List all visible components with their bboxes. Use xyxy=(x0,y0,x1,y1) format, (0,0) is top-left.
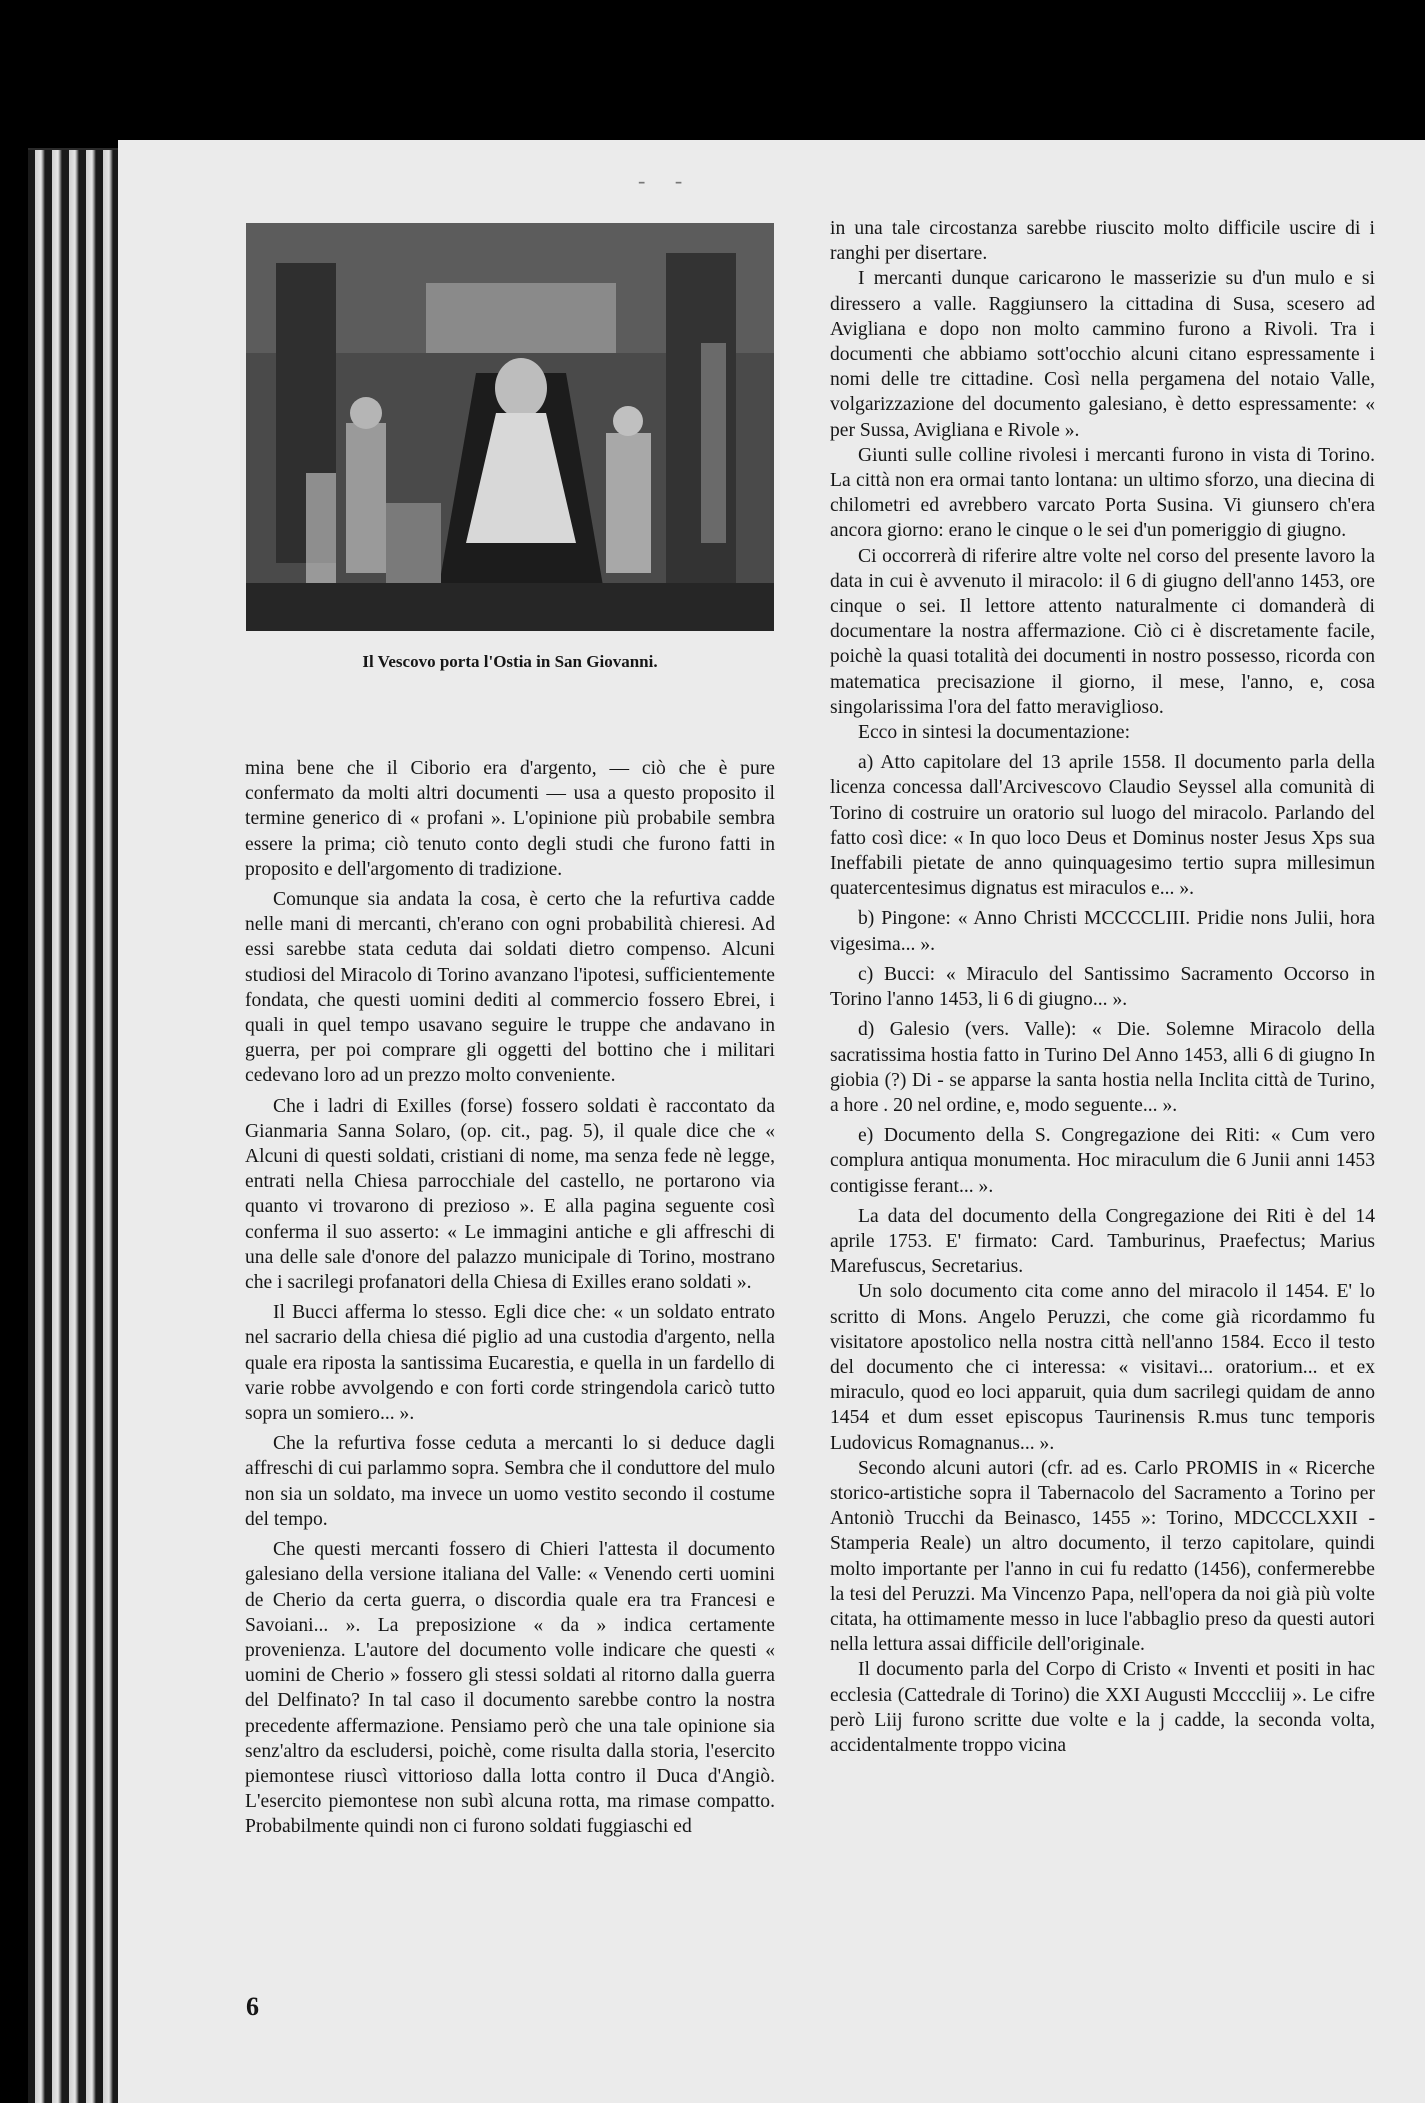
list-item-e: e) Documento della S. Congregazione dei Riti: « Cum vero complura antiqua monumenta. Hoc miraculum die 6 Junii anni 1453 contigisse ferant... ». xyxy=(830,1125,1375,1197)
list-item-d: d) Galesio (vers. Valle): « Die. Solemne Miracolo della sacratissima hostia fatto in Turino Del Anno 1453, alli 6 di giugno In giobia (?) Di - se apparse la santa hostia nella Inclita città de Turino, a hore . 20 nel ordine, e, modo seguente... ». xyxy=(830,1019,1375,1116)
right-paragraph: I mercanti dunque caricarono le masserizie su d'un mulo e si diressero a valle. Raggiunsero la cittadina di Susa, scesero ad Avigliana e dopo non molto cammino furono a Rivoli. Tra i documenti che abbiamo sott'occhio alcuni citano espressamente i nomi delle tre cittadine. Così nella pergamena del notaio Valle, volgarizzazione del documento galesiano, è detto espressamente: « per Sussa, Avigliana e Rivole ». xyxy=(830,268,1375,441)
right-paragraph: Un solo documento cita come anno del miracolo il 1454. E' lo scritto di Mons. Angelo Peruzzi, che come già ricordammo fu visitatore apostolico nella nostra città nell'anno 1584. Ecco il testo del documento che ci interessa: « visitavi... oratorium... et ex miraculo, quod eo loci apparuit, quia dum sacrilegi quidam de anno 1454 et dum esset episcopus Taurinensis R.mus tunc temporis Ludovicus Romagnanus... ». xyxy=(830,1281,1375,1454)
photo-caption: Il Vescovo porta l'Ostia in San Giovanni. xyxy=(362,652,658,671)
left-column xyxy=(245,756,775,1840)
right-paragraph: La data del documento della Congregazione dei Riti è del 14 aprile 1753. E' firmato: Card. Tamburinus, Praefectus; Marius Marefuscus, Secretarius. xyxy=(830,1205,1375,1278)
right-column xyxy=(830,216,1375,1758)
left-paragraph: Che i ladri di Exilles (forse) fossero soldati è raccontato da Gianmaria Sanna Solaro, (op. cit., pag. 5), il quale dice che « Alcuni di questi soldati, cristiani di nome, ma senza fede nè legge, entrati nella Chiesa parrocchiale del castello, ne portarono via quanto vi trovarono di prezioso ». E alla pagina seguente così conferma il suo asserto: « Le immagini antiche e gli affreschi di una delle sale d'onore del palazzo municipale di Torino, mostrano che i sacrilegi profanatori della Chiesa di Exilles erano soldati ». xyxy=(245,1095,775,1294)
left-paragraph: Comunque sia andata la cosa, è certo che la refurtiva cadde nelle mani di mercanti, ch'erano con ogni probabilità chieresi. Ad essi sarebbe stata ceduta dai soldati dietro compenso. Alcuni studiosi del Miracolo di Torino avanzano l'ipotesi, sufficientemente fondata, che questi uomini dediti al commercio fossero Ebrei, i quali in quel tempo usavano seguire le truppe che andavano in guerra, per poi comprare gli oggetti del bottino che i militari cedevano loro ad un prezzo molto conveniente. xyxy=(245,889,775,1087)
left-paragraph: mina bene che il Ciborio era d'argento, — ciò che è pure confermato da molti altri documenti — usa a questo proposito il termine generico di « profani ». L'opinione più probabile sembra essere la prima; ciò tenuto conto degli studi che furono fatti in proposito e dell'argomento di tradizione. xyxy=(245,758,775,880)
left-paragraph: Che questi mercanti fossero di Chieri l'attesta il documento galesiano della versione italiana del Valle: « Venendo certi uomini de Cherio da certa guerra, o discordia quale era tra Francesi e Savoiani... ». La preposizione « da » indica certamente provenienza. L'autore del documento volle indicare che questi « uomini de Cherio » fossero gli stessi soldati al ritorno dalla guerra del Delfinato? In tal caso il documento sarebbe contro la nostra precedente affermazione. Pensiamo però che una tale opinione sia senz'altro da escludersi, poichè, come risulta dalla storia, l'esercito piemontese riuscì vittorioso dalla lotta contro il Duca d'Angiò. L'esercito piemontese non subì alcuna rotta, ma rimase compatto. Probabilmente quindi non ci furono soldati fuggiaschi ed xyxy=(245,1539,775,1838)
right-paragraph: in una tale circostanza sarebbe riuscito molto difficile uscire di i ranghi per disertare. xyxy=(830,218,1375,265)
left-paragraph: Il Bucci afferma lo stesso. Egli dice che: « un soldato entrato nel sacrario della chiesa dié piglio ad una custodia d'argento, nella quale era riposta la santissima Eucarestia, e quella in un fardello di varie robbe avvolgendo e con forti corde stringendola caricò tutto sopra un somiero... ». xyxy=(245,1302,775,1425)
right-paragraph: Ci occorrerà di riferire altre volte nel corso del presente lavoro la data in cui è avvenuto il miracolo: il 6 di giugno dell'anno 1453, ore cinque o sei. Il lettore attento naturalmente ci domanderà di documentare la nostra affermazione. Ciò ci è discretamente facile, poichè la quasi totalità dei documenti in nostro possesso, ricorda con matematica precisazione il giorno, il mese, l'anno, e, cosa singolarissima l'ora del fatto meraviglioso. xyxy=(830,545,1375,718)
bishop-photo xyxy=(246,223,774,631)
top-marks: - - xyxy=(638,168,695,193)
scan-top-border xyxy=(0,0,1425,148)
right-paragraph: Giunti sulle colline rivolesi i mercanti furono in vista di Torino. La città non era ormai tanto lontana: un ultimo sforzo, una diecina di chilometri ed avrebbero varcato Porta Susina. Vi giunsero ch'era ancora giorno: erano le cinque o le sei d'un pomeriggio di giugno. xyxy=(830,444,1375,542)
list-item-c: c) Bucci: « Miraculo del Santissimo Sacramento Occorso in Torino l'anno 1453, li 6 di giugno... ». xyxy=(830,963,1375,1011)
page-stack-edge xyxy=(28,150,123,2103)
document-page xyxy=(118,140,1425,2103)
list-item-b: b) Pingone: « Anno Christi MCCCCLIII. Pridie nons Julii, hora vigesima... ». xyxy=(830,908,1375,955)
left-paragraph: Che la refurtiva fosse ceduta a mercanti lo si deduce dagli affreschi di cui parlammo sopra. Sembra che il conduttore del mulo non sia un soldato, ma invece un uomo vestito secondo il costume del tempo. xyxy=(245,1433,775,1530)
right-paragraph: Il documento parla del Corpo di Cristo « Inventi et positi in hac ecclesia (Cattedrale di Torino) die XXI Augusti Mccccliij ». Le cifre però Liij furono scritte due volte e la j cadde, la seconda volta, accidentalmente troppo vicina xyxy=(830,1659,1375,1756)
right-paragraph: Ecco in sintesi la documentazione: xyxy=(858,722,1131,744)
list-item-a: a) Atto capitolare del 13 aprile 1558. Il documento parla della licenza concessa dall'Arcivescovo Claudio Seyssel alla comunità di Torino di costruire un oratorio sul luogo del miracolo. Parlando del fatto così dice: « In quo loco Deus et Dominus noster Jesus Xps sua Ineffabili pietate de anno quinquagesimo tertio supra millesimun quatercentesimus dignatus est miraculos e... ». xyxy=(830,752,1375,900)
photo-illustration xyxy=(246,223,774,631)
page-number: 6 xyxy=(246,1992,259,2021)
right-paragraph: Secondo alcuni autori (cfr. ad es. Carlo PROMIS in « Ricerche storico-artistiche sopra il Tabernacolo del Sacramento a Torino per Antoniò Trucchi da Beinasco, 1455 »: Torino, MDCCCLXXII - Stamperia Reale) un altro documento, il terzo capitolare, quindi molto importante per l'anno in cui fu redatto (1456), confermerebbe la tesi del Peruzzi. Ma Vincenzo Papa, nell'opera da noi già più volte citata, ha ottimamente messo in luce l'abbaglio preso da questi autori nella lettura assai difficile dell'originale. xyxy=(830,1457,1375,1656)
scan-left-border xyxy=(0,0,28,2103)
